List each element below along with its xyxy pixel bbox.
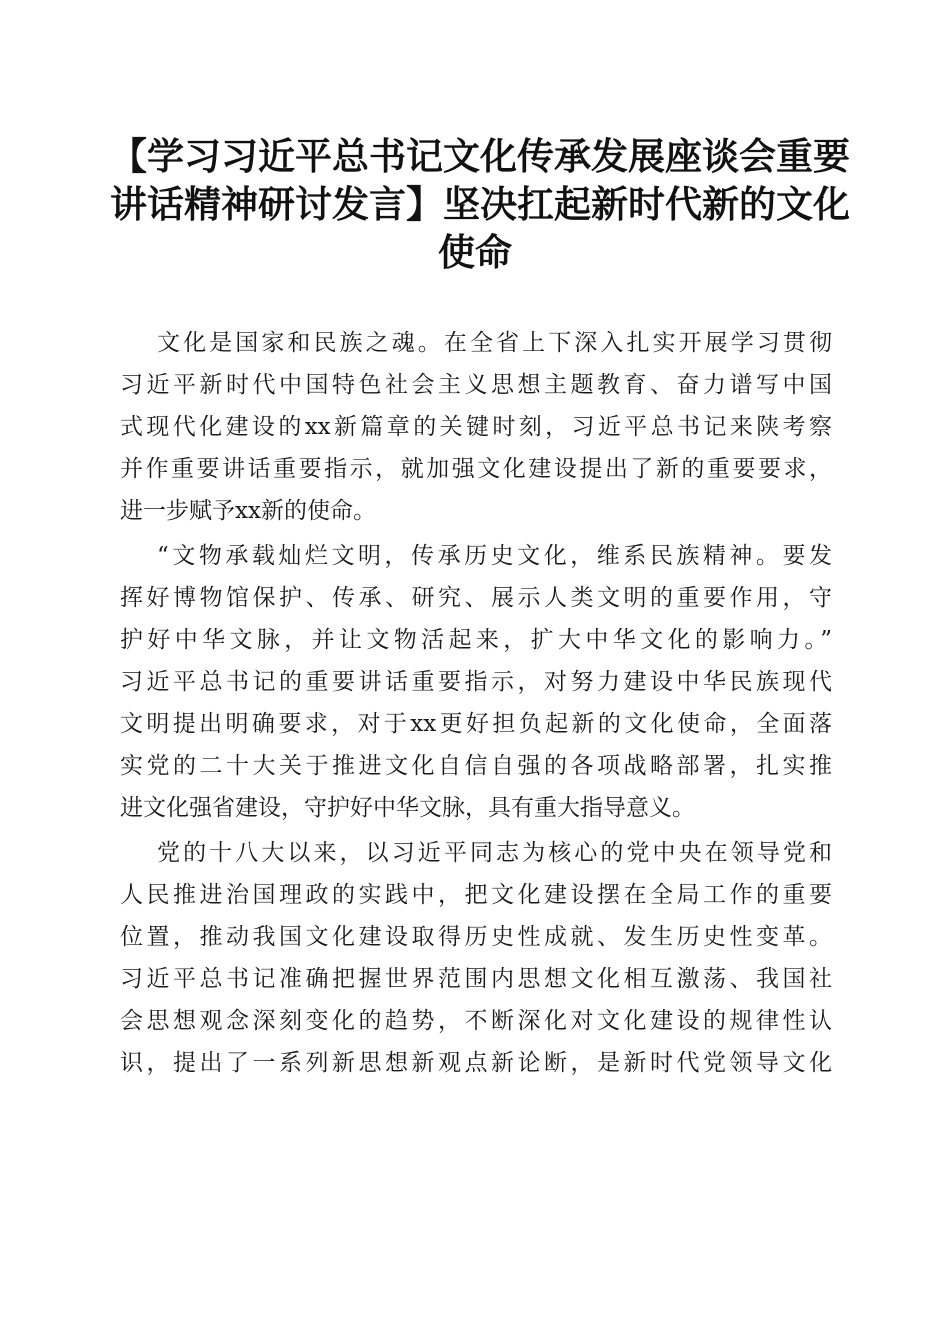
paragraph-line: 文化是国家和民族之魂。在全省上下深入扎实开展学习贯彻 xyxy=(157,330,832,356)
paragraph-line: 识，提出了一系列新思想新观点新论断，是新时代党领导文化 xyxy=(120,1050,832,1076)
paragraph-line: 党的十八大以来，以习近平同志为核心的党中央在领导党和 xyxy=(157,840,832,866)
paragraph-line: 挥好博物馆保护、传承、研究、展示人类文明的重要作用，守 xyxy=(120,585,832,611)
paragraph-line: 并作重要讲话重要指示，就加强文化建设提出了新的重要要求， xyxy=(120,456,832,482)
title-line-3: 使命 xyxy=(438,230,512,274)
paragraph-2 xyxy=(120,535,832,829)
document-body xyxy=(120,322,832,1087)
paragraph-line: 文明提出明确要求，对于xx更好担负起新的文化使命，全面落 xyxy=(120,711,832,737)
paragraph-line: 护好中华文脉，并让文物活起来，扩大中华文化的影响力。” xyxy=(120,627,832,653)
title-line-2: 讲话精神研讨发言】坚决扛起新时代新的文化 xyxy=(110,182,850,226)
paragraph-line: 会思想观念深刻变化的趋势，不断深化对文化建设的规律性认 xyxy=(120,1008,832,1034)
paragraph-1 xyxy=(120,322,832,532)
paragraph-line: 习近平新时代中国特色社会主义思想主题教育、奋力谱写中国 xyxy=(120,372,832,398)
paragraph-3 xyxy=(120,832,832,1084)
paragraph-line: “文物承载灿烂文明，传承历史文化，维系民族精神。要发 xyxy=(157,543,832,569)
paragraph-line: 位置，推动我国文化建设取得历史性成就、发生历史性变革。 xyxy=(120,924,832,950)
paragraph-line: 习近平总书记的重要讲话重要指示，对努力建设中华民族现代 xyxy=(120,669,832,695)
paragraph-line: 实党的二十大关于推进文化自信自强的各项战略部署，扎实推 xyxy=(120,753,832,779)
title-line-1: 【学习习近平总书记文化传承发展座谈会重要 xyxy=(110,134,850,178)
paragraph-line: 习近平总书记准确把握世界范围内思想文化相互激荡、我国社 xyxy=(120,966,832,992)
paragraph-line: 式现代化建设的xx新篇章的关键时刻，习近平总书记来陕考察 xyxy=(120,414,832,440)
paragraph-line: 进文化强省建设，守护好中华文脉，具有重大指导意义。 xyxy=(120,795,695,821)
paragraph-line: 人民推进治国理政的实践中，把文化建设摆在全局工作的重要 xyxy=(120,882,832,908)
document-title xyxy=(110,132,850,276)
paragraph-line: 进一步赋予xx新的使命。 xyxy=(120,498,376,524)
